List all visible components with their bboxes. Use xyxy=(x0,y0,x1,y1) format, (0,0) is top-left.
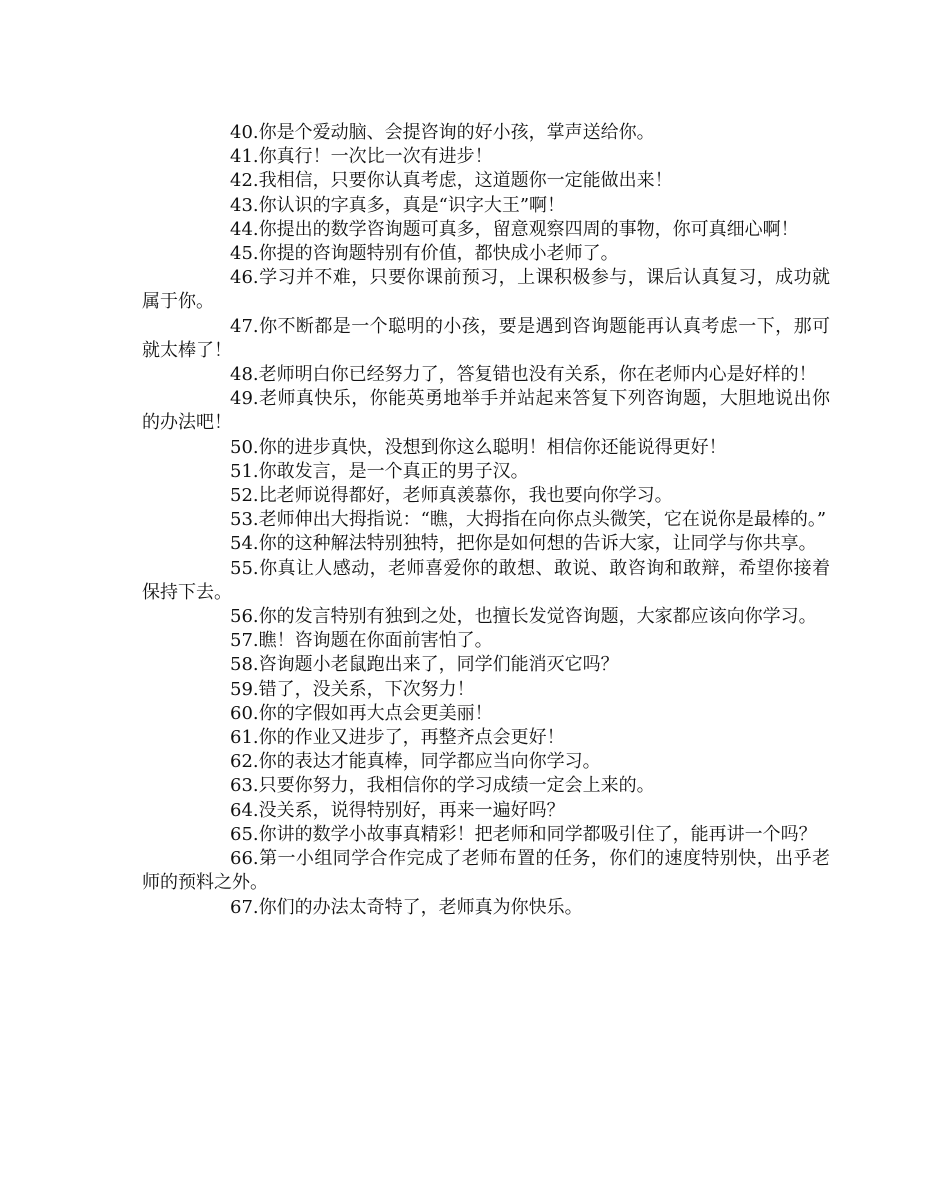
list-item: 54.你的这种解法特别独特，把你是如何想的告诉大家，让同学与你共享。 xyxy=(230,533,817,555)
list-item: 45.你提的咨询题特别有价值，都快成小老师了。 xyxy=(230,243,619,265)
list-item: 60.你的字假如再大点会更美丽！ xyxy=(230,702,493,724)
list-item: 66.第一小组同学合作完成了老师布置的任务，你们的速度特别快，出乎老师的预料之外。 xyxy=(142,848,830,894)
list-item: 58.咨询题小老鼠跑出来了，同学们能消灭它吗？ xyxy=(230,654,619,676)
list-item: 47.你不断都是一个聪明的小孩，要是遇到咨询题能再认真考虑一下，那可就太棒了！ xyxy=(142,315,830,361)
list-item: 44.你提出的数学咨询题可真多，留意观察四周的事物，你可真细心啊！ xyxy=(230,218,799,240)
list-item: 50.你的进步真快，没想到你这么聪明！相信你还能说得更好！ xyxy=(230,436,727,458)
list-item: 62.你的表达才能真棒，同学都应当向你学习。 xyxy=(230,751,601,773)
list-item: 52.比老师说得都好，老师真羡慕你，我也要向你学习。 xyxy=(230,485,673,507)
list-item: 49.老师真快乐，你能英勇地举手并站起来答复下列咨询题，大胆地说出你的办法吧！ xyxy=(142,388,830,434)
list-item: 43.你认识的字真多，真是“识字大王”啊！ xyxy=(230,194,566,216)
list-item: 42.我相信，只要你认真考虑，这道题你一定能做出来！ xyxy=(230,170,673,192)
list-item: 41.你真行！一次比一次有进步！ xyxy=(230,146,493,168)
list-item: 67.你们的办法太奇特了，老师真为你快乐。 xyxy=(230,896,583,918)
list-item: 40.你是个爱动脑、会提咨询的好小孩，掌声送给你。 xyxy=(230,122,655,143)
list-item: 57.瞧！咨询题在你面前害怕了。 xyxy=(230,630,493,652)
list-item: 55.你真让人感动，老师喜爱你的敢想、敢说、敢咨询和敢辩，希望你接着保持下去。 xyxy=(142,557,830,603)
list-item: 64.没关系，说得特别好，再来一遍好吗？ xyxy=(230,799,565,821)
list-item: 65.你讲的数学小故事真精彩！把老师和同学都吸引住了，能再讲一个吗？ xyxy=(230,823,817,845)
list-item: 48.老师明白你已经努力了，答复错也没有关系，你在老师内心是好样的！ xyxy=(230,364,817,386)
list-item: 53.老师伸出大拇指说：“瞧，大拇指在向你点头微笑，它在说你是最棒的。” xyxy=(230,509,827,531)
document-body xyxy=(142,121,830,920)
list-item: 56.你的发言特别有独到之处，也擅长发觉咨询题，大家都应该向你学习。 xyxy=(230,606,817,628)
list-item: 63.只要你努力，我相信你的学习成绩一定会上来的。 xyxy=(230,775,655,797)
list-item: 51.你敢发言，是一个真正的男子汉。 xyxy=(230,460,529,482)
list-item: 59.错了，没关系，下次努力！ xyxy=(230,678,475,700)
list-item: 46.学习并不难，只要你课前预习，上课积极参与，课后认真复习，成功就属于你。 xyxy=(142,267,830,313)
list-item: 61.你的作业又进步了，再整齐点会更好！ xyxy=(230,727,565,749)
